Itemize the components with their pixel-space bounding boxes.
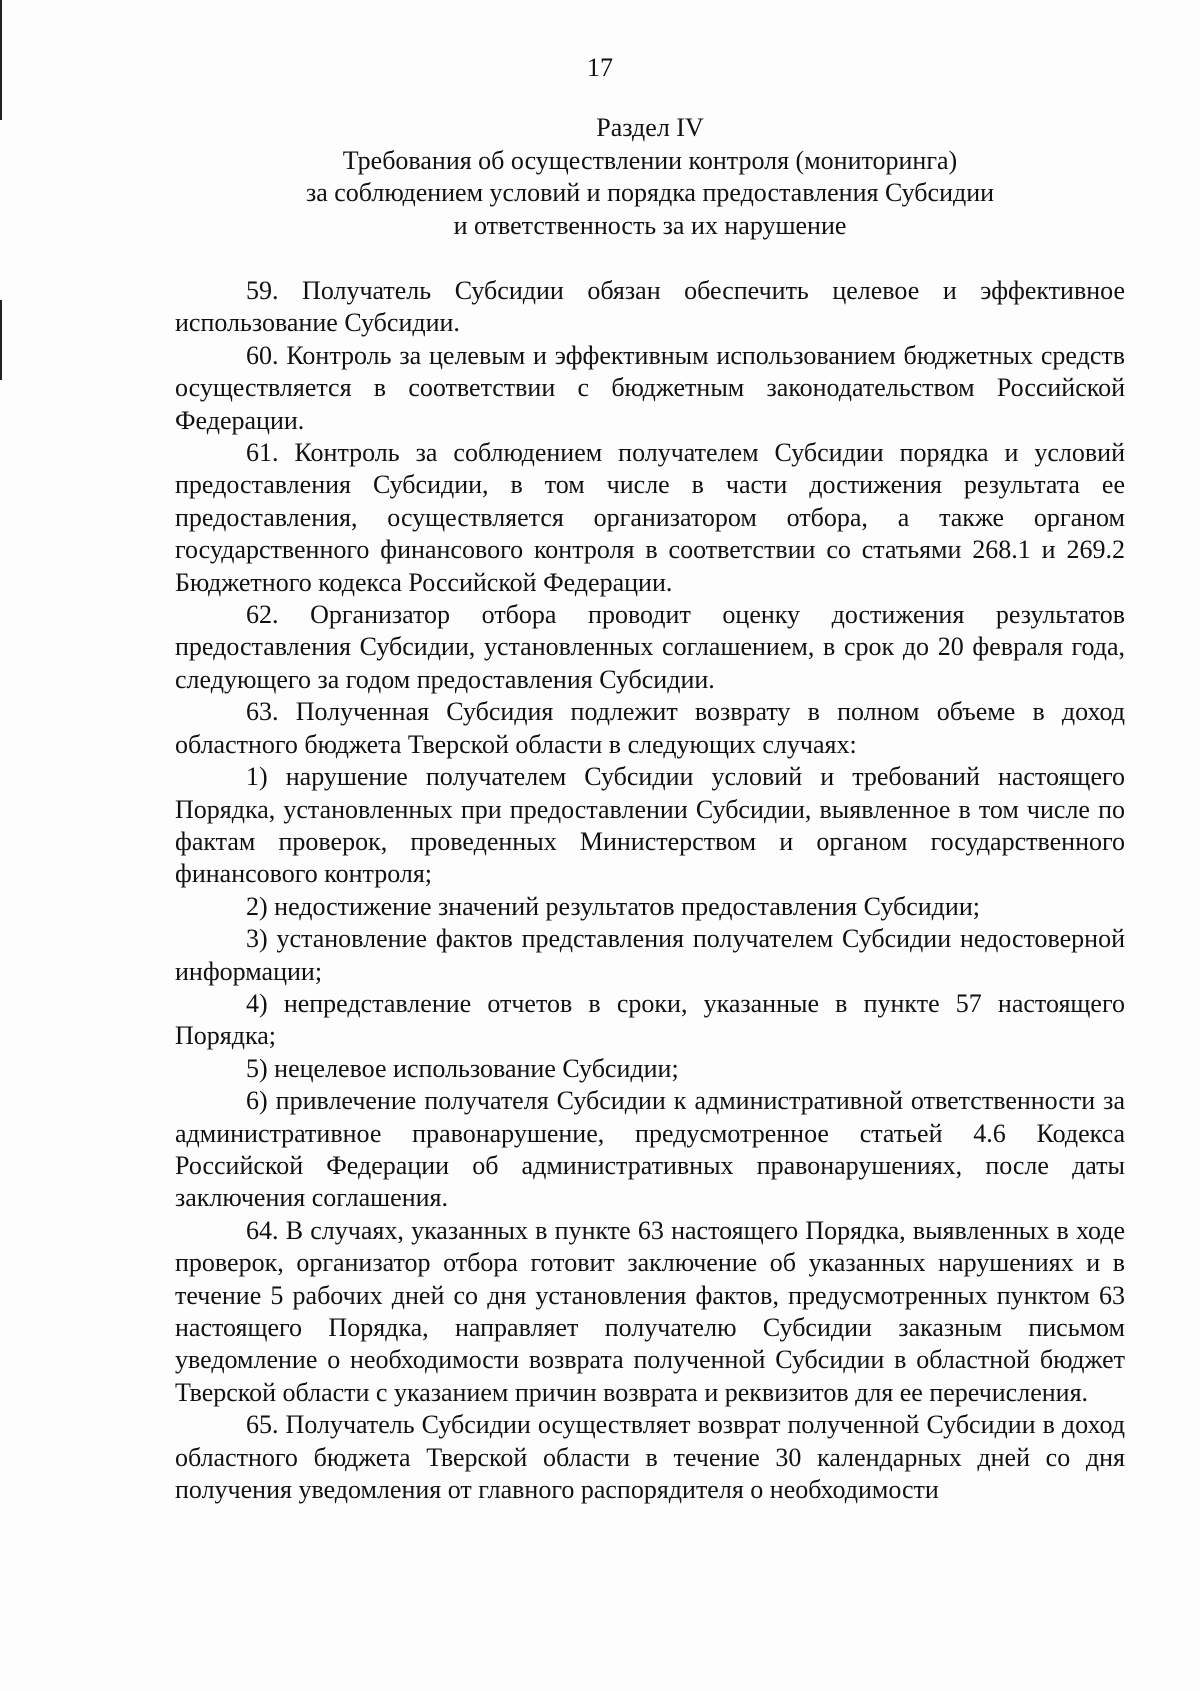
section-title-line: Требования об осуществлении контроля (мониторинга): [342, 145, 958, 175]
paragraph-65: 65. Получатель Субсидии осуществляет возврат полученной Субсидии в доход областного бюджета Тверской области в течение 30 календарных дней со дня получения уведомления от главного распорядителя о необходимости: [175, 1410, 1125, 1505]
list-item-4: 4) непредставление отчетов в сроки, указанные в пункте 57 настоящего Порядка;: [175, 988, 1125, 1051]
paragraph-64: 64. В случаях, указанных в пункте 63 настоящего Порядка, выявленных в ходе проверок, организатор отбора готовит заключение об указанных нарушениях и в течение 5 рабочих дней со дня установления фактов, предусмотренных пунктом 63 настоящего Порядка, направляет получателю Субсидии заказным письмом уведомление о необходимости возврата полученной Субсидии в областной бюджет Тверской области с указанием причин возврата и реквизитов для ее перечисления.: [175, 1215, 1125, 1407]
paragraph-63: 63. Полученная Субсидия подлежит возврату в полном объеме в доход областного бюджета Тверской области в следующих случаях:: [175, 697, 1125, 759]
document-body: [175, 275, 1125, 1506]
list-item-5: 5) нецелевое использование Субсидии;: [246, 1053, 679, 1083]
section-title-line: и ответственность за их нарушение: [453, 210, 847, 240]
list-item-1: 1) нарушение получателем Субсидии условий и требований настоящего Порядка, установленных при предоставлении Субсидии, выявленное в том числе по фактам проверок, проведенных Министерством и органом государственного финансового контроля;: [175, 762, 1125, 889]
section-heading: [170, 112, 1130, 242]
paragraph-59: 59. Получатель Субсидии обязан обеспечить целевое и эффективное использование Субсидии.: [175, 276, 1125, 338]
page-number: 17: [587, 53, 613, 82]
section-title-line: за соблюдением условий и порядка предоставления Субсидии: [305, 178, 995, 207]
paragraph-62: 62. Организатор отбора проводит оценку достижения результатов предоставления Субсидии, установленных соглашением, в срок до 20 февраля года, следующего за годом предоставления Субсидии.: [175, 600, 1125, 694]
paragraph-61: 61. Контроль за соблюдением получателем Субсидии порядка и условий предоставления Субсидии, в том числе в части достижения результата ее предоставления, осуществляется организатором отбора, а также органом государственного финансового контроля в соответствии со статьями 268.1 и 269.2 Бюджетного кодекса Российской Федерации.: [175, 438, 1125, 597]
paragraph-60: 60. Контроль за целевым и эффективным использованием бюджетных средств осуществляется в соответствии с бюджетным законодательством Российской Федерации.: [175, 340, 1125, 435]
section-label: Раздел IV: [596, 113, 704, 142]
list-item-6: 6) привлечение получателя Субсидии к административной ответственности за административное правонарушение, предусмотренное статьей 4.6 Кодекса Российской Федерации об административных правонарушениях, после даты заключения соглашения.: [175, 1086, 1125, 1213]
scan-edge-mark: [0, 300, 2, 380]
list-item-3: 3) установление фактов представления получателем Субсидии недостоверной информации;: [175, 924, 1125, 986]
list-item-2: 2) недостижение значений результатов предоставления Субсидии;: [246, 891, 980, 921]
